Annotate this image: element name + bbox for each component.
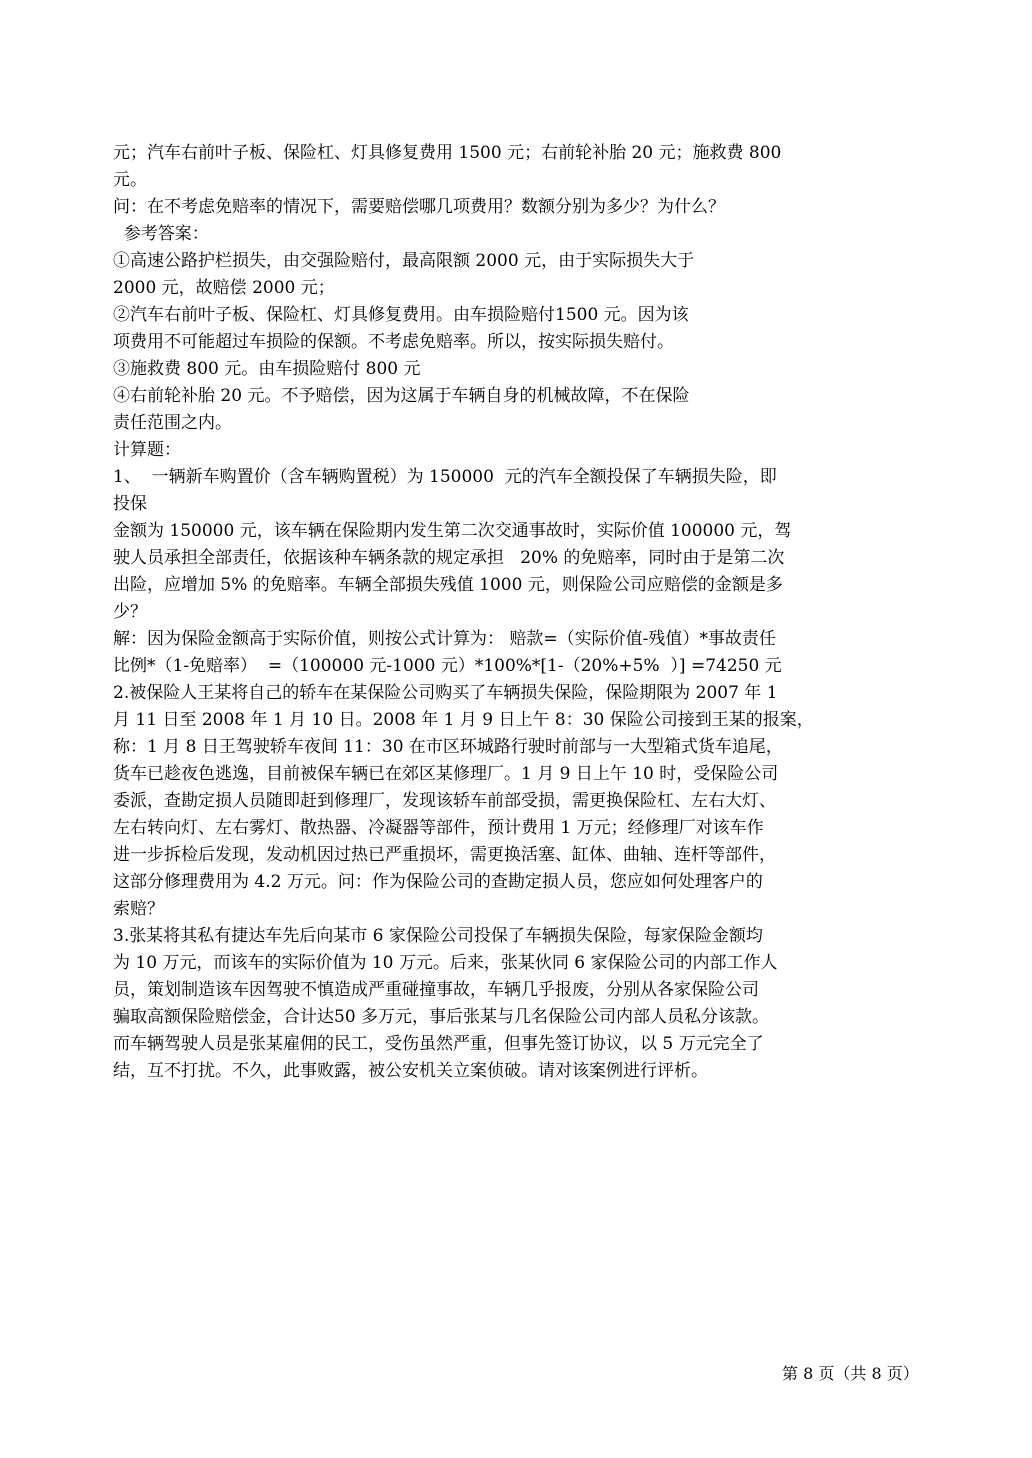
document-body [113, 140, 918, 1085]
problem-line: 为 10 万元，而该车的实际价值为 10 万元。后来，张某伙同 6 家保险公司的内部工作人 [113, 953, 778, 973]
problem-line: 称：1 月 8 日王驾驶轿车夜间 11：30 在市区环城路行驶时前部与一大型箱式货车追尾， [113, 737, 783, 757]
problem-line: 左右转向灯、左右雾灯、散热器、冷凝器等部件，预计费用 1 万元；经修理厂对该车作 [113, 818, 764, 838]
solution-line: 比例*（1-免赔率） =（100000 元-1000 元）*100%*[1-（20%+5% ）] =74250 元 [113, 656, 782, 676]
problem-line: 3.张某将其私有捷达车先后向某市 6 家保险公司投保了车辆损失保险，每家保险金额均 [113, 926, 763, 946]
answer-line: ②汽车右前叶子板、保险杠、灯具修复费用。由车损险赔付1500 元。因为该 [113, 305, 689, 325]
question-line: 问：在不考虑免赔率的情况下，需要赔偿哪几项费用？数额分别为多少？为什么？ [113, 197, 725, 217]
problem-line: 1、 一辆新车购置价（含车辆购置税）为 150000 元的汽车全额投保了车辆损失险，即 [113, 467, 777, 487]
problem-line: 少？ [113, 602, 147, 622]
problem-line: 2.被保险人王某将自己的轿车在某保险公司购买了车辆损失保险，保险期限为 2007 年 1 [113, 683, 778, 703]
problem-line: 货车已趁夜色逃逸，目前被保车辆已在郊区某修理厂。1 月 9 日上午 10 时，受保险公司 [113, 764, 779, 784]
text-line: 元；汽车右前叶子板、保险杠、灯具修复费用 1500 元；右前轮补胎 20 元；施救费 800 [113, 143, 782, 163]
section-heading: 计算题： [113, 440, 181, 460]
text-line: 元。 [113, 170, 147, 190]
problem-line: 月 11 日至 2008 年 1 月 10 日。2008 年 1 月 9 日上午 8：30 保险公司接到王某的报案， [113, 710, 814, 730]
problem-line: 骗取高额保险赔偿金，合计达50 多万元，事后张某与几名保险公司内部人员私分该款。 [113, 1007, 770, 1027]
answer-line: ①高速公路护栏损失，由交强险赔付，最高限额 2000 元，由于实际损失大于 [113, 251, 695, 271]
answer-line: 项费用不可能超过车损险的保额。不考虑免赔率。所以，按实际损失赔付。 [113, 332, 674, 352]
problem-line: 委派，查勘定损人员随即赶到修理厂，发现该轿车前部受损，需更换保险杠、左右大灯、 [113, 791, 776, 811]
answer-heading: 参考答案： [113, 224, 209, 244]
problem-line: 索赔？ [113, 899, 164, 919]
problem-line: 驶人员承担全部责任，依据该种车辆条款的规定承担 20% 的免赔率，同时由于是第二次 [113, 548, 785, 568]
problem-line: 出险，应增加 5% 的免赔率。车辆全部损失残值 1000 元，则保险公司应赔偿的金额是多 [113, 575, 783, 595]
problem-line: 投保 [113, 494, 147, 514]
problem-line: 结，互不打扰。不久，此事败露，被公安机关立案侦破。请对该案例进行评析。 [113, 1061, 708, 1081]
problem-line: 金额为 150000 元，该车辆在保险期内发生第二次交通事故时，实际价值 100000 元，驾 [113, 521, 792, 541]
answer-line: ④右前轮补胎 20 元。不予赔偿，因为这属于车辆自身的机械故障，不在保险 [113, 386, 690, 406]
answer-line: 责任范围之内。 [113, 413, 232, 433]
problem-line: 进一步拆检后发现，发动机因过热已严重损坏，需更换活塞、缸体、曲轴、连杆等部件， [113, 845, 776, 865]
answer-line: 2000 元，故赔偿 2000 元； [113, 278, 335, 298]
solution-line: 解：因为保险金额高于实际价值，则按公式计算为： 赔款=（实际价值-残值）*事故责任 [113, 629, 776, 649]
problem-line: 而车辆驾驶人员是张某雇佣的民工，受伤虽然严重，但事先签订协议，以 5 万元完全了 [113, 1034, 764, 1054]
answer-line: ③施救费 800 元。由车损险赔付 800 元 [113, 359, 421, 379]
problem-line: 员，策划制造该车因驾驶不慎造成严重碰撞事故，车辆几乎报废，分别从各家保险公司 [113, 980, 759, 1000]
problem-line: 这部分修理费用为 4.2 万元。问：作为保险公司的查勘定损人员，您应如何处理客户的 [113, 872, 763, 892]
page-number-footer: 第 8 页（共 8 页） [782, 1364, 919, 1383]
